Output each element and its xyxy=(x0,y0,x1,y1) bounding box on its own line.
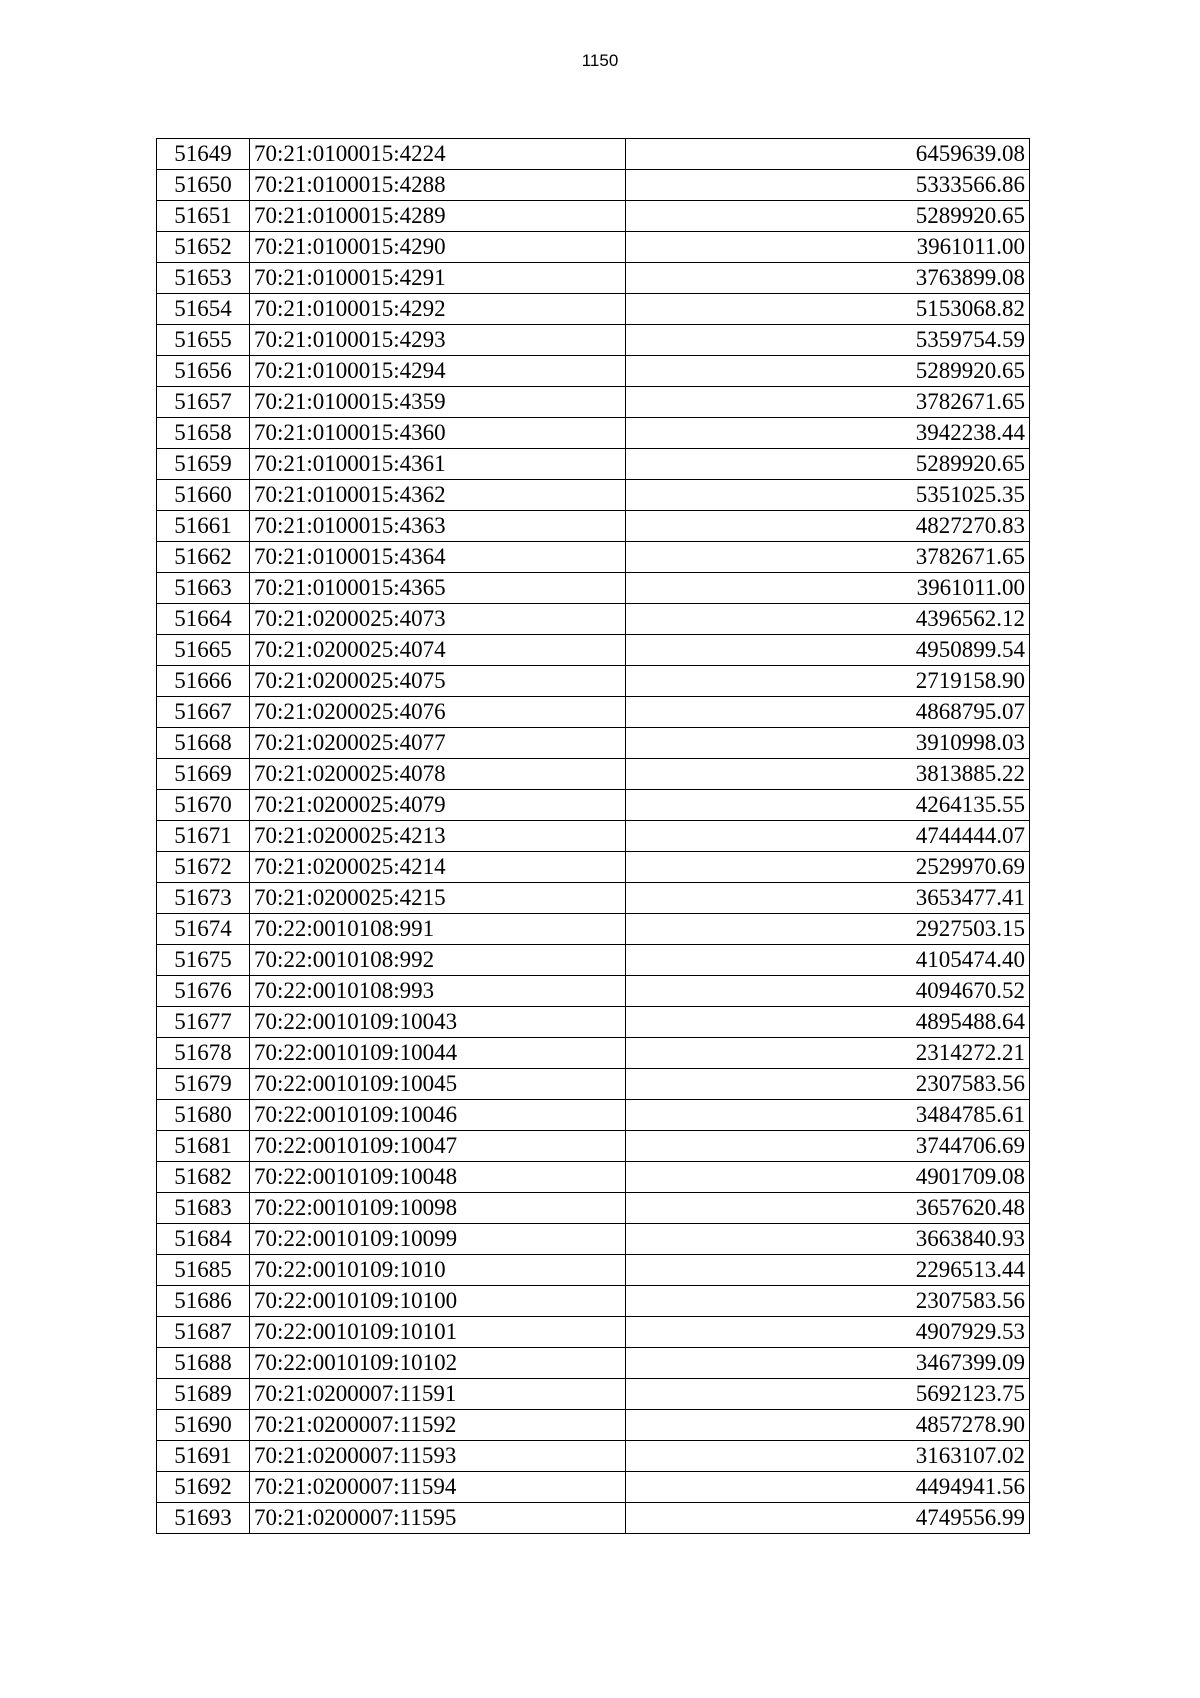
cadastral-number: 70:22:0010109:10046 xyxy=(250,1100,626,1131)
cadastral-number: 70:22:0010109:10099 xyxy=(250,1224,626,1255)
cadastral-value: 2927503.15 xyxy=(626,914,1030,945)
table-row xyxy=(157,1286,1030,1317)
row-number: 51668 xyxy=(157,728,250,759)
table-row xyxy=(157,1038,1030,1069)
cadastral-value: 4264135.55 xyxy=(626,790,1030,821)
cadastral-value: 5289920.65 xyxy=(626,449,1030,480)
cadastral-number: 70:21:0200025:4213 xyxy=(250,821,626,852)
cadastral-value: 4749556.99 xyxy=(626,1503,1030,1534)
cadastral-number: 70:22:0010109:1010 xyxy=(250,1255,626,1286)
table-row xyxy=(157,294,1030,325)
row-number: 51655 xyxy=(157,325,250,356)
cadastral-number: 70:22:0010109:10048 xyxy=(250,1162,626,1193)
table-row xyxy=(157,1317,1030,1348)
row-number: 51669 xyxy=(157,759,250,790)
row-number: 51656 xyxy=(157,356,250,387)
row-number: 51652 xyxy=(157,232,250,263)
cadastral-value: 3484785.61 xyxy=(626,1100,1030,1131)
row-number: 51667 xyxy=(157,697,250,728)
cadastral-value: 5351025.35 xyxy=(626,480,1030,511)
row-number: 51663 xyxy=(157,573,250,604)
cadastral-value: 4396562.12 xyxy=(626,604,1030,635)
cadastral-value: 2719158.90 xyxy=(626,666,1030,697)
cadastral-value: 3961011.00 xyxy=(626,232,1030,263)
table-row xyxy=(157,573,1030,604)
cadastral-number: 70:21:0200007:11595 xyxy=(250,1503,626,1534)
cadastral-value: 4094670.52 xyxy=(626,976,1030,1007)
cadastral-number: 70:22:0010109:10101 xyxy=(250,1317,626,1348)
table-row xyxy=(157,1224,1030,1255)
cadastral-number: 70:21:0100015:4292 xyxy=(250,294,626,325)
table-row xyxy=(157,759,1030,790)
cadastral-value: 5359754.59 xyxy=(626,325,1030,356)
table-row xyxy=(157,1503,1030,1534)
page-number: 1150 xyxy=(581,51,619,70)
table-row xyxy=(157,263,1030,294)
cadastral-value-table xyxy=(156,138,1030,1534)
cadastral-number: 70:21:0100015:4361 xyxy=(250,449,626,480)
cadastral-number: 70:22:0010109:10098 xyxy=(250,1193,626,1224)
cadastral-value: 3663840.93 xyxy=(626,1224,1030,1255)
row-number: 51672 xyxy=(157,852,250,883)
table-row xyxy=(157,480,1030,511)
table-row xyxy=(157,1255,1030,1286)
row-number: 51693 xyxy=(157,1503,250,1534)
cadastral-number: 70:22:0010109:10043 xyxy=(250,1007,626,1038)
row-number: 51662 xyxy=(157,542,250,573)
row-number: 51682 xyxy=(157,1162,250,1193)
table-row xyxy=(157,852,1030,883)
cadastral-number: 70:22:0010108:993 xyxy=(250,976,626,1007)
table-row xyxy=(157,387,1030,418)
row-number: 51665 xyxy=(157,635,250,666)
row-number: 51684 xyxy=(157,1224,250,1255)
row-number: 51657 xyxy=(157,387,250,418)
table-row xyxy=(157,1410,1030,1441)
row-number: 51677 xyxy=(157,1007,250,1038)
row-number: 51666 xyxy=(157,666,250,697)
cadastral-number: 70:21:0100015:4293 xyxy=(250,325,626,356)
cadastral-value: 3942238.44 xyxy=(626,418,1030,449)
cadastral-number: 70:21:0200025:4077 xyxy=(250,728,626,759)
row-number: 51675 xyxy=(157,945,250,976)
cadastral-number: 70:21:0200007:11593 xyxy=(250,1441,626,1472)
cadastral-number: 70:22:0010109:10047 xyxy=(250,1131,626,1162)
cadastral-number: 70:21:0100015:4291 xyxy=(250,263,626,294)
table-row xyxy=(157,945,1030,976)
cadastral-value: 2307583.56 xyxy=(626,1286,1030,1317)
cadastral-number: 70:22:0010109:10102 xyxy=(250,1348,626,1379)
row-number: 51686 xyxy=(157,1286,250,1317)
table-row xyxy=(157,604,1030,635)
cadastral-value: 6459639.08 xyxy=(626,139,1030,170)
table-row xyxy=(157,1348,1030,1379)
cadastral-number: 70:21:0100015:4288 xyxy=(250,170,626,201)
row-number: 51664 xyxy=(157,604,250,635)
cadastral-number: 70:21:0100015:4224 xyxy=(250,139,626,170)
row-number: 51671 xyxy=(157,821,250,852)
cadastral-value: 4857278.90 xyxy=(626,1410,1030,1441)
row-number: 51679 xyxy=(157,1069,250,1100)
cadastral-number: 70:22:0010109:10044 xyxy=(250,1038,626,1069)
row-number: 51660 xyxy=(157,480,250,511)
cadastral-number: 70:21:0200025:4215 xyxy=(250,883,626,914)
cadastral-number: 70:21:0100015:4294 xyxy=(250,356,626,387)
cadastral-number: 70:21:0200025:4079 xyxy=(250,790,626,821)
row-number: 51650 xyxy=(157,170,250,201)
table-row xyxy=(157,821,1030,852)
cadastral-value: 4494941.56 xyxy=(626,1472,1030,1503)
row-number: 51689 xyxy=(157,1379,250,1410)
cadastral-number: 70:21:0200007:11592 xyxy=(250,1410,626,1441)
table-row xyxy=(157,232,1030,263)
row-number: 51651 xyxy=(157,201,250,232)
cadastral-value: 3961011.00 xyxy=(626,573,1030,604)
cadastral-value: 4901709.08 xyxy=(626,1162,1030,1193)
table-row xyxy=(157,635,1030,666)
cadastral-number: 70:21:0100015:4364 xyxy=(250,542,626,573)
table-row xyxy=(157,728,1030,759)
row-number: 51687 xyxy=(157,1317,250,1348)
table-row xyxy=(157,1069,1030,1100)
cadastral-value: 3163107.02 xyxy=(626,1441,1030,1472)
row-number: 51670 xyxy=(157,790,250,821)
cadastral-value: 3763899.08 xyxy=(626,263,1030,294)
table-row xyxy=(157,1131,1030,1162)
table-row xyxy=(157,418,1030,449)
row-number: 51654 xyxy=(157,294,250,325)
table-row xyxy=(157,542,1030,573)
cadastral-number: 70:21:0200007:11594 xyxy=(250,1472,626,1503)
table-row xyxy=(157,976,1030,1007)
cadastral-value: 3813885.22 xyxy=(626,759,1030,790)
cadastral-value: 2314272.21 xyxy=(626,1038,1030,1069)
row-number: 51691 xyxy=(157,1441,250,1472)
cadastral-value: 4827270.83 xyxy=(626,511,1030,542)
row-number: 51661 xyxy=(157,511,250,542)
cadastral-number: 70:22:0010109:10045 xyxy=(250,1069,626,1100)
table-row xyxy=(157,325,1030,356)
row-number: 51683 xyxy=(157,1193,250,1224)
table-row xyxy=(157,1441,1030,1472)
cadastral-value: 2529970.69 xyxy=(626,852,1030,883)
row-number: 51681 xyxy=(157,1131,250,1162)
table-row xyxy=(157,1379,1030,1410)
table-row xyxy=(157,790,1030,821)
cadastral-value: 3782671.65 xyxy=(626,387,1030,418)
cadastral-number: 70:21:0200025:4076 xyxy=(250,697,626,728)
table-row xyxy=(157,449,1030,480)
cadastral-value: 5289920.65 xyxy=(626,356,1030,387)
cadastral-value: 5153068.82 xyxy=(626,294,1030,325)
cadastral-value: 3744706.69 xyxy=(626,1131,1030,1162)
table-row xyxy=(157,1007,1030,1038)
row-number: 51688 xyxy=(157,1348,250,1379)
table-row xyxy=(157,666,1030,697)
row-number: 51674 xyxy=(157,914,250,945)
row-number: 51676 xyxy=(157,976,250,1007)
cadastral-value: 3782671.65 xyxy=(626,542,1030,573)
table-row xyxy=(157,170,1030,201)
row-number: 51649 xyxy=(157,139,250,170)
row-number: 51673 xyxy=(157,883,250,914)
cadastral-number: 70:21:0100015:4362 xyxy=(250,480,626,511)
cadastral-number: 70:21:0100015:4365 xyxy=(250,573,626,604)
cadastral-value: 2307583.56 xyxy=(626,1069,1030,1100)
cadastral-value: 2296513.44 xyxy=(626,1255,1030,1286)
cadastral-value: 4950899.54 xyxy=(626,635,1030,666)
cadastral-value: 4105474.40 xyxy=(626,945,1030,976)
cadastral-number: 70:22:0010108:991 xyxy=(250,914,626,945)
cadastral-number: 70:21:0200025:4075 xyxy=(250,666,626,697)
row-number: 51680 xyxy=(157,1100,250,1131)
cadastral-number: 70:21:0200025:4078 xyxy=(250,759,626,790)
table-row xyxy=(157,511,1030,542)
cadastral-value: 3467399.09 xyxy=(626,1348,1030,1379)
table-row xyxy=(157,914,1030,945)
row-number: 51653 xyxy=(157,263,250,294)
cadastral-value: 4895488.64 xyxy=(626,1007,1030,1038)
table-row xyxy=(157,697,1030,728)
table-row xyxy=(157,1162,1030,1193)
cadastral-number: 70:21:0100015:4359 xyxy=(250,387,626,418)
table-row xyxy=(157,1472,1030,1503)
row-number: 51692 xyxy=(157,1472,250,1503)
cadastral-number: 70:21:0200025:4073 xyxy=(250,604,626,635)
cadastral-number: 70:21:0200025:4074 xyxy=(250,635,626,666)
cadastral-number: 70:22:0010108:992 xyxy=(250,945,626,976)
cadastral-number: 70:21:0100015:4360 xyxy=(250,418,626,449)
cadastral-value: 3657620.48 xyxy=(626,1193,1030,1224)
cadastral-value: 3653477.41 xyxy=(626,883,1030,914)
row-number: 51678 xyxy=(157,1038,250,1069)
cadastral-number: 70:21:0200007:11591 xyxy=(250,1379,626,1410)
cadastral-value: 4907929.53 xyxy=(626,1317,1030,1348)
table-row xyxy=(157,356,1030,387)
row-number: 51690 xyxy=(157,1410,250,1441)
row-number: 51685 xyxy=(157,1255,250,1286)
cadastral-value: 4868795.07 xyxy=(626,697,1030,728)
cadastral-value: 5333566.86 xyxy=(626,170,1030,201)
table-row xyxy=(157,1100,1030,1131)
cadastral-number: 70:22:0010109:10100 xyxy=(250,1286,626,1317)
table-row xyxy=(157,201,1030,232)
table-row xyxy=(157,883,1030,914)
cadastral-number: 70:21:0200025:4214 xyxy=(250,852,626,883)
cadastral-value: 5692123.75 xyxy=(626,1379,1030,1410)
row-number: 51658 xyxy=(157,418,250,449)
table-body xyxy=(157,139,1030,1534)
row-number: 51659 xyxy=(157,449,250,480)
cadastral-number: 70:21:0100015:4289 xyxy=(250,201,626,232)
cadastral-number: 70:21:0100015:4363 xyxy=(250,511,626,542)
table-row xyxy=(157,139,1030,170)
cadastral-number: 70:21:0100015:4290 xyxy=(250,232,626,263)
cadastral-value: 4744444.07 xyxy=(626,821,1030,852)
cadastral-value: 3910998.03 xyxy=(626,728,1030,759)
cadastral-value: 5289920.65 xyxy=(626,201,1030,232)
table-row xyxy=(157,1193,1030,1224)
